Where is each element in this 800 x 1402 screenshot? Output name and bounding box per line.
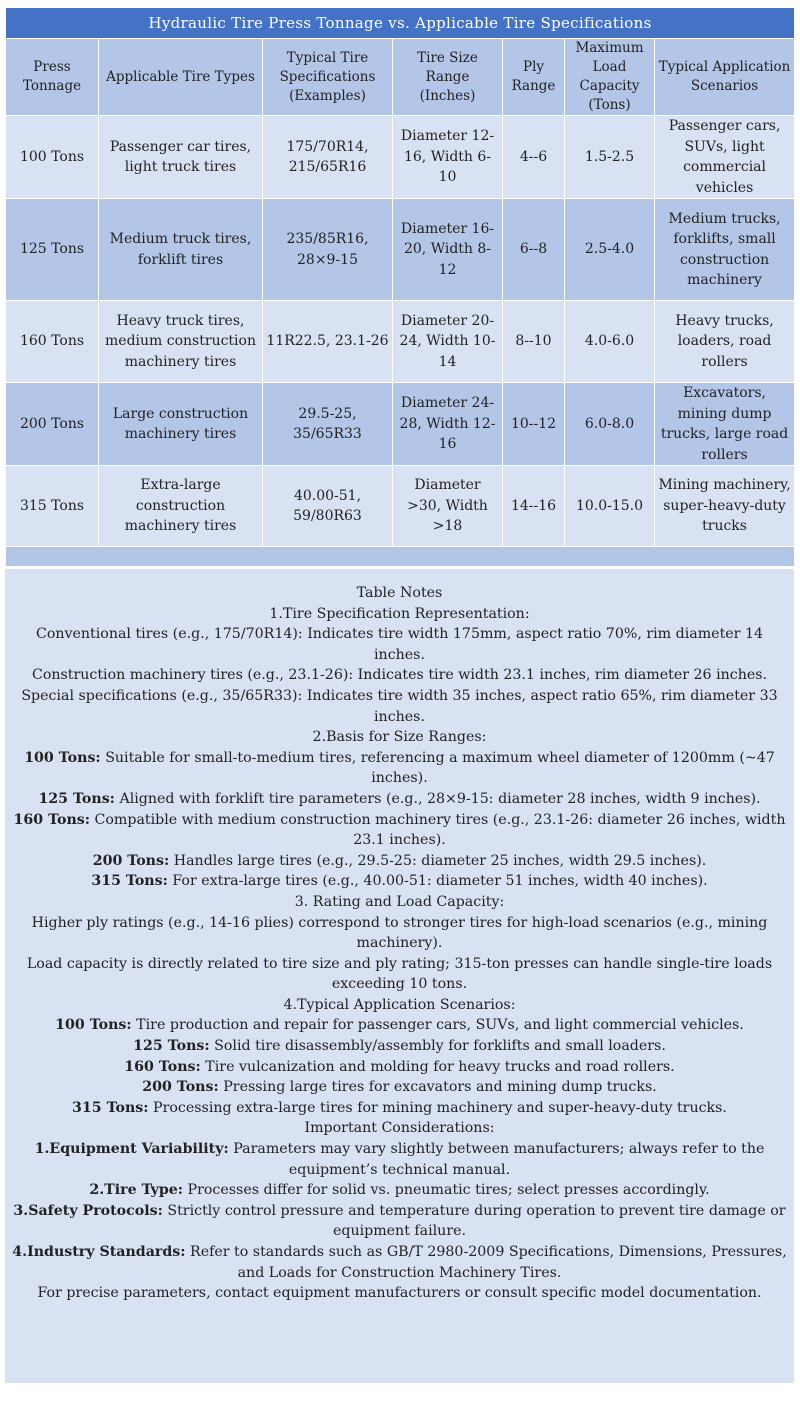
note-line bbox=[5, 1242, 794, 1283]
table-header-row bbox=[6, 39, 795, 116]
note-line: Conventional tires (e.g., 175/70R14): Indicates tire width 175mm, aspect ratio 70%, rim diameter 14 inches. bbox=[35, 626, 764, 663]
note-label: 2.Tire Type: bbox=[89, 1182, 184, 1199]
header-tire-specs: Typical Tire Specifications (Examples) bbox=[263, 39, 393, 116]
closing-note: For precise parameters, contact equipment manufacturers or consult specific model documentation. bbox=[37, 1285, 762, 1302]
note-label: 200 Tons: bbox=[92, 852, 170, 869]
note-line: Special specifications (e.g., 35/65R33): Indicates tire width 35 inches, aspect ratio 65%, rim diameter 33 inches. bbox=[21, 687, 778, 725]
note-line bbox=[5, 1036, 794, 1057]
note-label: 200 Tons: bbox=[142, 1079, 219, 1096]
cell-max-load: 6.0-8.0 bbox=[565, 383, 655, 466]
note-text: Compatible with medium construction machinery tires (e.g., 23.1-26: diameter 26 inches, width 23.1 inches). bbox=[90, 811, 786, 849]
note-line bbox=[5, 1077, 794, 1098]
note-label: 315 Tons: bbox=[72, 1099, 149, 1116]
notes-section-4-title: 4.Typical Application Scenarios: bbox=[283, 996, 516, 1013]
important-considerations-title: Important Considerations: bbox=[304, 1120, 495, 1137]
notes-section-2-title: 2.Basis for Size Ranges: bbox=[312, 729, 487, 746]
cell-max-load: 4.0-6.0 bbox=[565, 301, 655, 383]
cell-tire-types: Extra-large construction machinery tires bbox=[99, 466, 263, 547]
cell-specs: 11R22.5, 23.1-26 bbox=[263, 301, 393, 383]
cell-specs: 235/85R16, 28×9-15 bbox=[263, 199, 393, 301]
header-press-tonnage: Press Tonnage bbox=[6, 39, 99, 116]
note-text: For extra-large tires (e.g., 40.00-51: diameter 51 inches, width 40 inches). bbox=[167, 873, 708, 890]
table-row bbox=[6, 116, 795, 199]
note-line bbox=[5, 1180, 794, 1201]
table-row bbox=[6, 301, 795, 383]
cell-size-range: Diameter >30, Width >18 bbox=[393, 466, 503, 547]
note-line bbox=[5, 1201, 794, 1242]
note-text: Handles large tires (e.g., 29.5-25: diameter 25 inches, width 29.5 inches). bbox=[169, 852, 707, 869]
cell-tire-types: Passenger car tires, light truck tires bbox=[99, 116, 263, 199]
header-tire-types: Applicable Tire Types bbox=[99, 39, 263, 116]
cell-tonnage: 125 Tons bbox=[6, 199, 99, 301]
cell-max-load: 1.5-2.5 bbox=[565, 116, 655, 199]
notes-section-3-title: 3. Rating and Load Capacity: bbox=[294, 893, 505, 910]
note-line bbox=[5, 871, 794, 892]
cell-size-range: Diameter 16-20, Width 8-12 bbox=[393, 199, 503, 301]
note-label: 125 Tons: bbox=[38, 790, 115, 807]
table-spacer-row bbox=[6, 547, 795, 567]
header-size-range: Tire Size Range (Inches) bbox=[393, 39, 503, 116]
note-label: 160 Tons: bbox=[13, 811, 91, 828]
note-label: 3.Safety Protocols: bbox=[13, 1202, 163, 1219]
cell-tonnage: 315 Tons bbox=[6, 466, 99, 547]
spec-table bbox=[5, 7, 795, 567]
note-label: 100 Tons: bbox=[55, 1017, 132, 1034]
cell-tire-types: Heavy truck tires, medium construction machinery tires bbox=[99, 301, 263, 383]
cell-scenarios: Medium trucks, forklifts, small construction machinery bbox=[655, 199, 795, 301]
note-label: 125 Tons: bbox=[133, 1038, 210, 1055]
table-title: Hydraulic Tire Press Tonnage vs. Applicable Tire Specifications bbox=[6, 8, 795, 39]
note-line bbox=[5, 748, 794, 789]
cell-scenarios: Passenger cars, SUVs, light commercial vehicles bbox=[655, 116, 795, 199]
cell-max-load: 2.5-4.0 bbox=[565, 199, 655, 301]
cell-scenarios: Mining machinery, super-heavy-duty trucks bbox=[655, 466, 795, 547]
note-line bbox=[5, 1057, 794, 1078]
cell-tonnage: 100 Tons bbox=[6, 116, 99, 199]
document bbox=[5, 7, 794, 1383]
cell-size-range: Diameter 20-24, Width 10-14 bbox=[393, 301, 503, 383]
header-max-load: Maximum Load Capacity (Tons) bbox=[565, 39, 655, 116]
table-title-row bbox=[6, 8, 795, 39]
note-label: 160 Tons: bbox=[124, 1058, 201, 1075]
note-text: Processes differ for solid vs. pneumatic tires; select presses accordingly. bbox=[183, 1182, 710, 1199]
table-notes bbox=[5, 569, 794, 1383]
note-line bbox=[5, 1015, 794, 1036]
cell-specs: 175/70R14, 215/65R16 bbox=[263, 116, 393, 199]
header-scenarios: Typical Application Scenarios bbox=[655, 39, 795, 116]
note-text: Aligned with forklift tire parameters (e.g., 28×9-15: diameter 28 inches, width 9 inches). bbox=[114, 790, 761, 807]
note-text: Tire production and repair for passenger cars, SUVs, and light commercial vehicles. bbox=[131, 1017, 744, 1034]
cell-tire-types: Large construction machinery tires bbox=[99, 383, 263, 466]
note-line: Construction machinery tires (e.g., 23.1-26): Indicates tire width 23.1 inches, rim diameter 26 inches. bbox=[31, 667, 768, 684]
note-line bbox=[5, 1098, 794, 1119]
note-line bbox=[5, 810, 794, 851]
note-line bbox=[5, 789, 794, 810]
note-text: Parameters may vary slightly between manufacturers; always refer to the equipment’s technical manual. bbox=[228, 1141, 765, 1178]
header-ply-range: Ply Range bbox=[503, 39, 565, 116]
cell-scenarios: Heavy trucks, loaders, road rollers bbox=[655, 301, 795, 383]
note-label: 1.Equipment Variability: bbox=[34, 1141, 229, 1158]
cell-size-range: Diameter 12-16, Width 6-10 bbox=[393, 116, 503, 199]
table-row bbox=[6, 383, 795, 466]
cell-tonnage: 160 Tons bbox=[6, 301, 99, 383]
cell-ply-range: 10--12 bbox=[503, 383, 565, 466]
table-row bbox=[6, 466, 795, 547]
note-line: Load capacity is directly related to tire size and ply rating; 315-ton presses can handle single-tire loads exceeding 10 tons. bbox=[26, 955, 773, 993]
spacer-cell bbox=[6, 547, 795, 567]
note-text: Refer to standards such as GB/T 2980-2009 Specifications, Dimensions, Pressures, and Loads for Construction Machinery Tires. bbox=[185, 1244, 787, 1281]
note-label: 100 Tons: bbox=[24, 749, 101, 766]
cell-ply-range: 8--10 bbox=[503, 301, 565, 383]
note-text: Solid tire disassembly/assembly for forklifts and small loaders. bbox=[209, 1038, 666, 1055]
note-text: Processing extra-large tires for mining machinery and super-heavy-duty trucks. bbox=[148, 1099, 727, 1116]
note-text: Strictly control pressure and temperature during operation to prevent tire damage or equipment failure. bbox=[162, 1202, 786, 1240]
note-label: 315 Tons: bbox=[91, 873, 168, 890]
table-row bbox=[6, 199, 795, 301]
cell-ply-range: 14--16 bbox=[503, 466, 565, 547]
cell-specs: 40.00-51, 59/80R63 bbox=[263, 466, 393, 547]
note-line: Higher ply ratings (e.g., 14-16 plies) correspond to stronger tires for high-load scenarios (e.g., mining machinery). bbox=[31, 914, 768, 952]
cell-scenarios: Excavators, mining dump trucks, large road rollers bbox=[655, 383, 795, 466]
note-text: Pressing large tires for excavators and mining dump trucks. bbox=[218, 1079, 657, 1096]
notes-title: Table Notes bbox=[356, 585, 443, 601]
cell-ply-range: 4--6 bbox=[503, 116, 565, 199]
note-line bbox=[5, 1139, 794, 1180]
cell-tonnage: 200 Tons bbox=[6, 383, 99, 466]
cell-specs: 29.5-25, 35/65R33 bbox=[263, 383, 393, 466]
cell-size-range: Diameter 24-28, Width 12-16 bbox=[393, 383, 503, 466]
note-text: Tire vulcanization and molding for heavy trucks and road rollers. bbox=[200, 1058, 675, 1075]
cell-max-load: 10.0-15.0 bbox=[565, 466, 655, 547]
note-line bbox=[5, 851, 794, 872]
notes-section-1-title: 1.Tire Specification Representation: bbox=[269, 605, 530, 622]
note-text: Suitable for small-to-medium tires, referencing a maximum wheel diameter of 1200mm (~47 inches). bbox=[100, 749, 775, 787]
cell-ply-range: 6--8 bbox=[503, 199, 565, 301]
note-label: 4.Industry Standards: bbox=[12, 1244, 186, 1260]
cell-tire-types: Medium truck tires, forklift tires bbox=[99, 199, 263, 301]
